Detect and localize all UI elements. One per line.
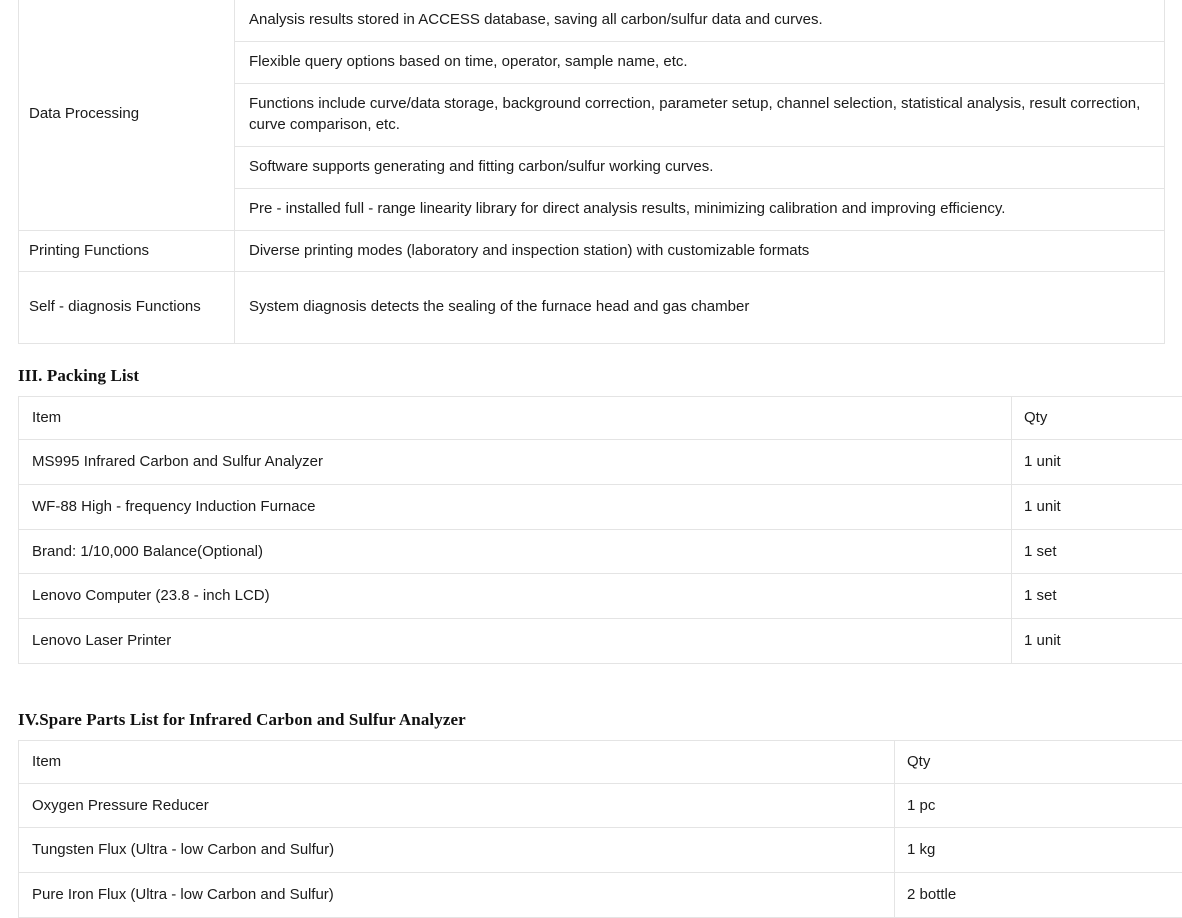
spare-item-name: Oxygen Pressure Reducer <box>19 783 895 828</box>
spec-row-label: Printing Functions <box>19 230 235 272</box>
packing-list-table <box>18 396 1182 664</box>
packing-item-name: Lenovo Laser Printer <box>19 619 1012 664</box>
table-row <box>19 529 1182 574</box>
spec-row-label: Data Processing <box>19 0 235 230</box>
table-row <box>19 484 1182 529</box>
packing-item-qty: 1 unit <box>1012 484 1182 529</box>
spec-row-description: Flexible query options based on time, operator, sample name, etc. <box>235 41 1165 83</box>
packing-item-name: Brand: 1/10,000 Balance(Optional) <box>19 529 1012 574</box>
spec-row-description: Pre - installed full - range linearity library for direct analysis results, minimizing calibration and improving efficiency. <box>235 188 1165 230</box>
table-header-row <box>19 740 1182 783</box>
packing-item-qty: 1 set <box>1012 574 1182 619</box>
table-row <box>19 272 1165 344</box>
spec-row-description: System diagnosis detects the sealing of the furnace head and gas chamber <box>235 272 1165 344</box>
spec-row-description: Diverse printing modes (laboratory and inspection station) with customizable formats <box>235 230 1165 272</box>
packing-item-name: WF-88 High - frequency Induction Furnace <box>19 484 1012 529</box>
spare-parts-table <box>18 740 1182 918</box>
packing-item-qty: 1 set <box>1012 529 1182 574</box>
spec-row-description: Analysis results stored in ACCESS database, saving all carbon/sulfur data and curves. <box>235 0 1165 41</box>
column-header-qty: Qty <box>895 740 1182 783</box>
table-row <box>19 828 1182 873</box>
table-row <box>19 873 1182 918</box>
spec-row-description: Functions include curve/data storage, background correction, parameter setup, channel selection, statistical analysis, result correction, curve comparison, etc. <box>235 83 1165 147</box>
column-header-item: Item <box>19 740 895 783</box>
spare-item-qty: 1 kg <box>895 828 1182 873</box>
packing-item-qty: 1 unit <box>1012 440 1182 485</box>
spec-row-description: Software supports generating and fitting carbon/sulfur working curves. <box>235 147 1165 189</box>
spare-item-name: Tungsten Flux (Ultra - low Carbon and Sulfur) <box>19 828 895 873</box>
column-header-item: Item <box>19 397 1012 440</box>
specification-table <box>18 0 1165 344</box>
table-header-row <box>19 397 1182 440</box>
spare-item-qty: 1 pc <box>895 783 1182 828</box>
packing-item-name: Lenovo Computer (23.8 - inch LCD) <box>19 574 1012 619</box>
table-row <box>19 230 1165 272</box>
packing-item-name: MS995 Infrared Carbon and Sulfur Analyzer <box>19 440 1012 485</box>
table-row <box>19 0 1165 41</box>
spare-parts-heading: IV.Spare Parts List for Infrared Carbon and Sulfur Analyzer <box>18 710 1164 730</box>
spare-item-name: Pure Iron Flux (Ultra - low Carbon and Sulfur) <box>19 873 895 918</box>
table-row <box>19 619 1182 664</box>
table-row <box>19 440 1182 485</box>
packing-list-heading: III. Packing List <box>18 366 1164 386</box>
table-row <box>19 783 1182 828</box>
spare-item-qty: 2 bottle <box>895 873 1182 918</box>
table-row <box>19 574 1182 619</box>
packing-item-qty: 1 unit <box>1012 619 1182 664</box>
column-header-qty: Qty <box>1012 397 1182 440</box>
spec-row-label: Self - diagnosis Functions <box>19 272 235 344</box>
